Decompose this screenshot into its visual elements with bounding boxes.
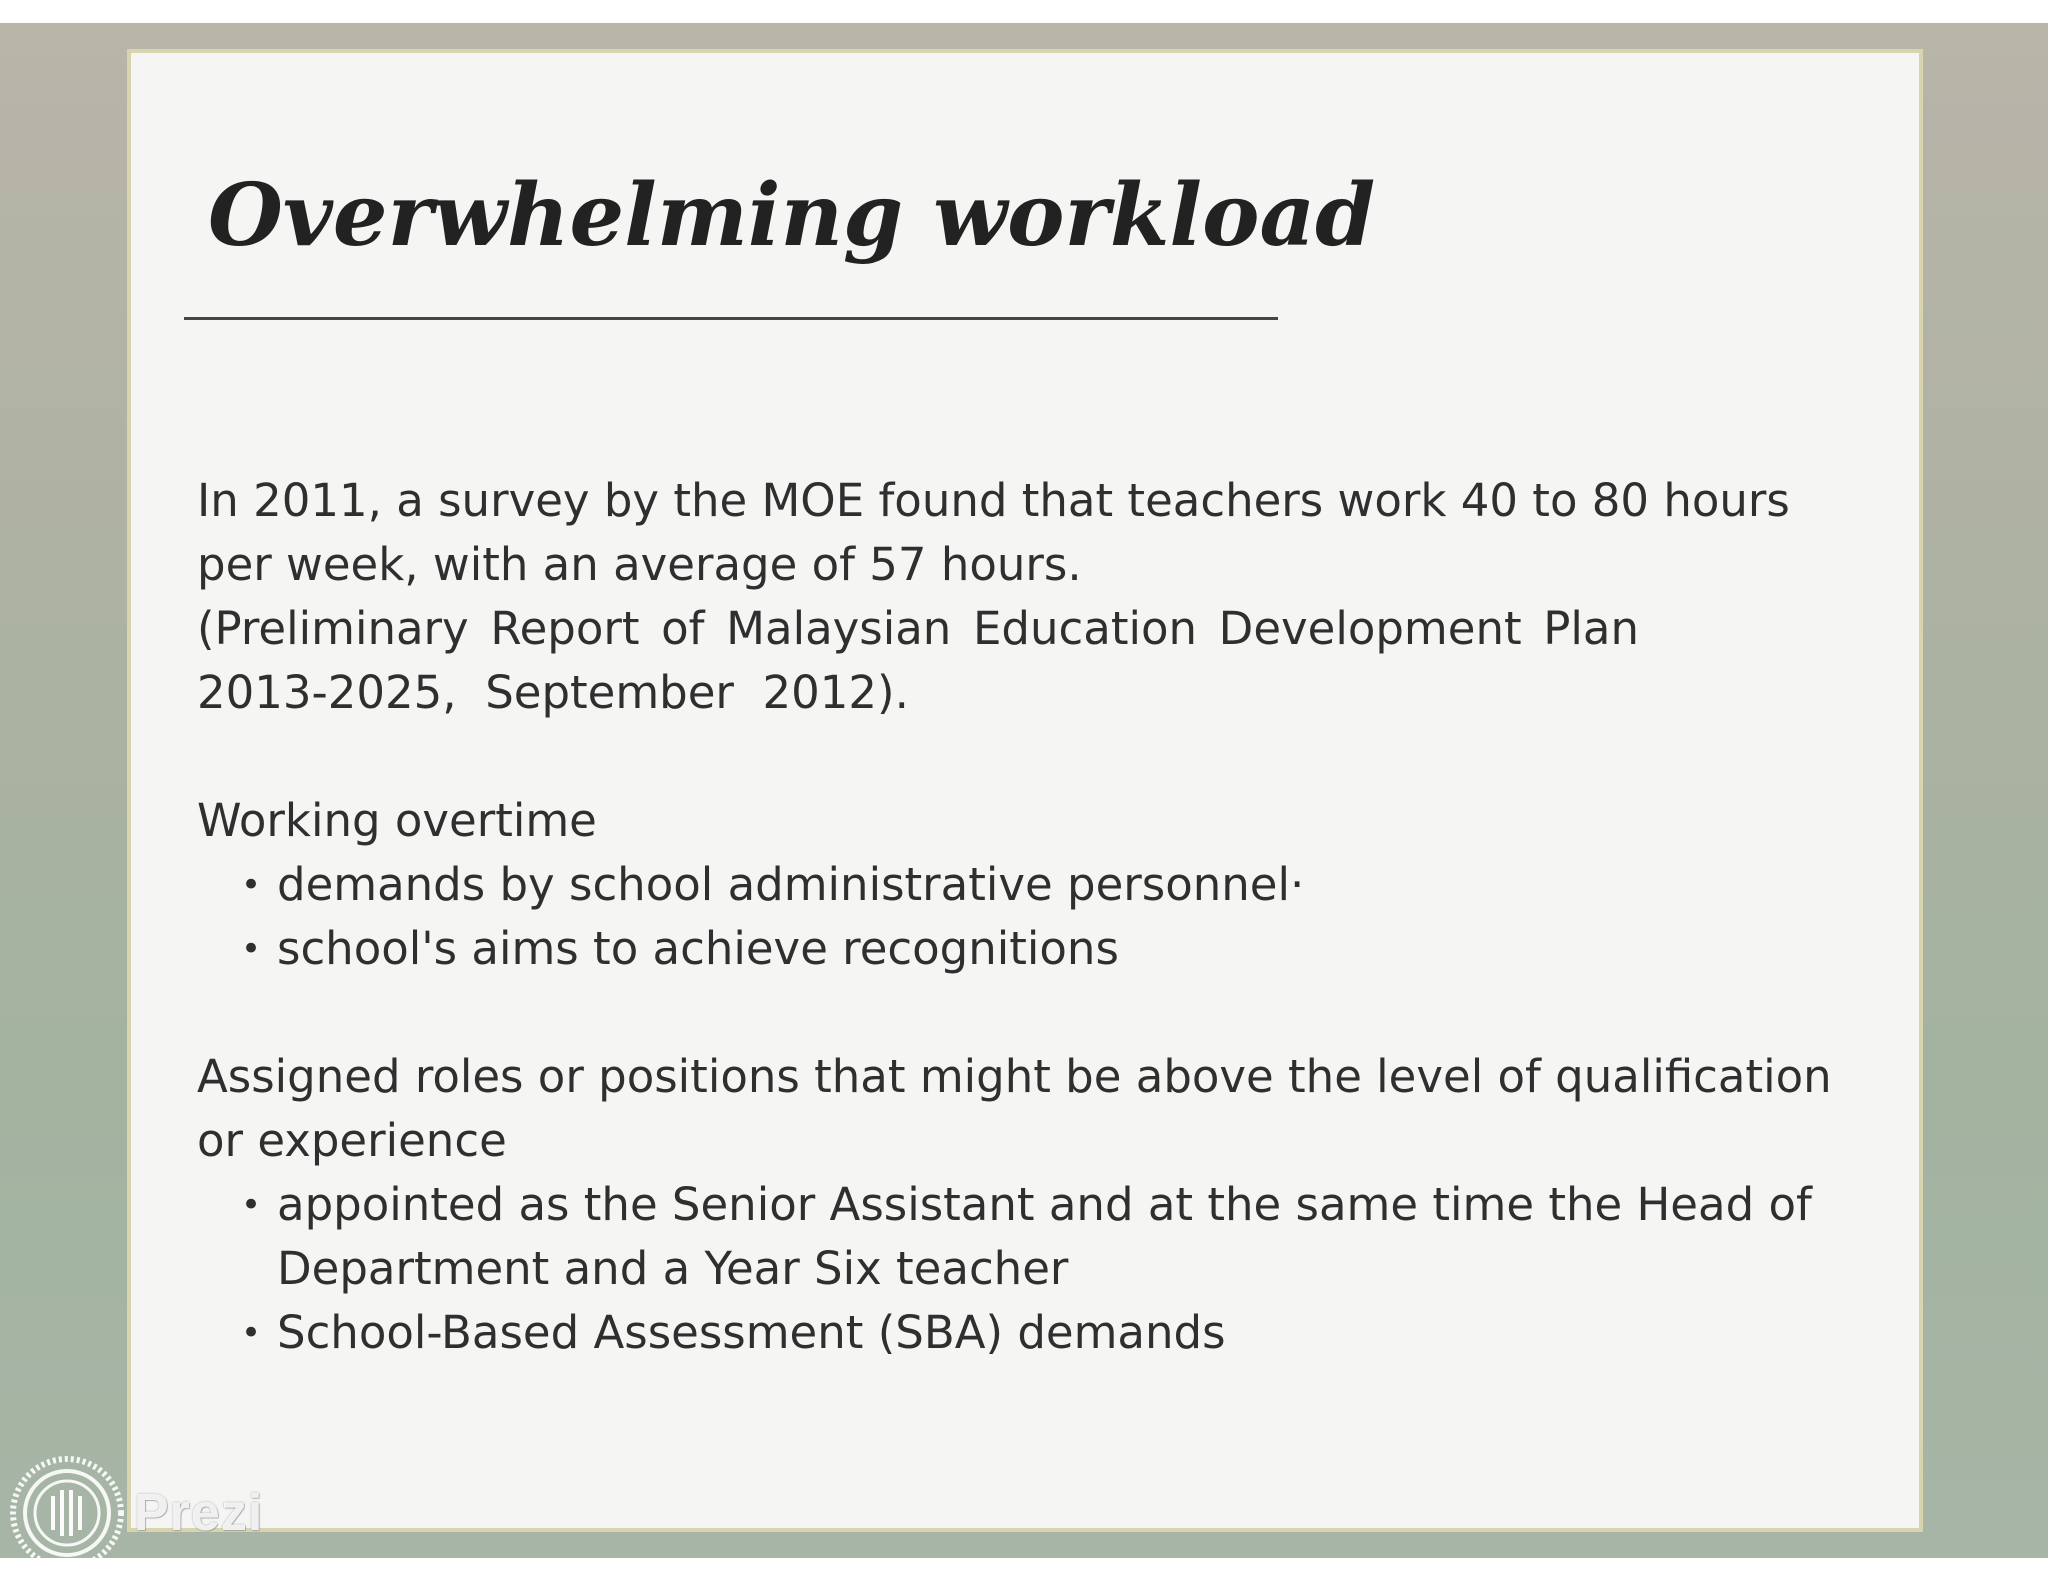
paragraph-line: In 2011, a survey by the MOE found that teachers work 40 to 80 hours: [197, 474, 1790, 527]
list-item: [197, 853, 1857, 917]
bullet-icon: •: [241, 1185, 262, 1225]
section-heading: Working overtime: [197, 794, 597, 847]
spacer: [197, 725, 1857, 789]
bullet-icon: •: [241, 865, 262, 905]
spacer: [197, 981, 1857, 1045]
list-item: [197, 1301, 1857, 1365]
overtime-bullet-list: [197, 853, 1857, 981]
list-item: [197, 1173, 1857, 1301]
prezi-logo-icon: [10, 1456, 124, 1558]
citation-line-end: [197, 661, 1857, 725]
heading-line: Assigned roles or positions that might be above the level of qualification: [197, 1050, 1832, 1103]
survey-paragraph: [197, 469, 1857, 597]
list-item-text: appointed as the Senior Assistant and at the same time the Head of: [277, 1178, 1812, 1231]
list-item-text: demands by school administrative personnel·: [277, 858, 1305, 911]
bullet-icon: •: [241, 1313, 262, 1353]
citation-line: (Preliminary Report of Malaysian Education Development Plan: [197, 602, 1639, 655]
title-underline: [184, 317, 1278, 320]
slide-content: [197, 469, 1857, 1365]
paragraph-line: per week, with an average of 57 hours.: [197, 538, 1082, 591]
section-heading: [197, 1045, 1857, 1173]
list-item-text: school's aims to achieve recognitions: [277, 922, 1119, 975]
slide-title: Overwhelming workload: [208, 165, 1376, 266]
bullet-icon: •: [241, 929, 262, 969]
list-item-text: Department and a Year Six teacher: [277, 1242, 1069, 1295]
prezi-watermark: Prezi: [134, 1484, 264, 1542]
roles-bullet-list: [197, 1173, 1857, 1365]
list-item: [197, 917, 1857, 981]
presentation-stage: [0, 23, 2048, 1558]
slide: [127, 49, 1923, 1532]
paragraph-line: 2013-2025, September 2012).: [197, 666, 909, 719]
list-item-text: School-Based Assessment (SBA) demands: [277, 1306, 1226, 1359]
heading-line: or experience: [197, 1114, 507, 1167]
